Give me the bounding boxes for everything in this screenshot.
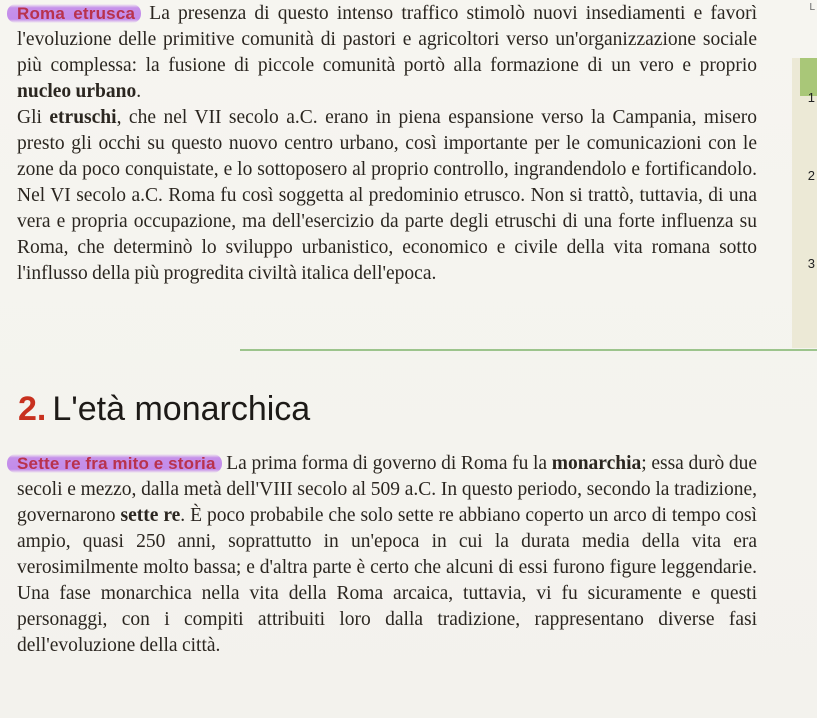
text-run: La prima forma di governo di Roma fu la: [221, 453, 552, 474]
section-title: L'età monarchica: [52, 390, 311, 428]
paragraph-sette-re: [17, 451, 757, 659]
text-run: ; essa durò due secoli e mezzo, dalla metà dell'VIII secolo al 509 a.C. In questo periodo, secondo la tradizione, governarono: [17, 453, 757, 526]
text-run: . È poco probabile che solo sette re abbiano coperto un arco di tempo così ampio, quasi 250 anni, soprattutto in un'epoca in cui la durata media della vita era verosimilmente molto bassa; e d'altra parte è certo che alcuni di essi furono figure leggendarie. Una fase monarchica nella vita della Roma arcaica, tuttavia, vi fu sicuramente e questi personaggi, con i compiti attribuiti loro dalla tradizione, rappresentano diverse fasi dell'evoluzione della città.: [17, 505, 757, 656]
section-number: 2.: [18, 390, 47, 428]
paragraph-roma-etrusca-1: [17, 1, 757, 105]
bold-term: sette re: [120, 505, 181, 526]
bold-term: monarchia: [551, 453, 642, 474]
section-roma-etrusca: [17, 1, 757, 287]
section-eta-monarchica: [17, 451, 757, 659]
bold-term: nucleo urbano: [17, 81, 137, 102]
line-number-2: 2: [807, 168, 815, 183]
line-number-1: 1: [807, 90, 815, 105]
text-run: Gli: [17, 107, 50, 128]
section-divider: [240, 349, 817, 351]
line-number-3: 3: [807, 256, 815, 271]
paragraph-body: [17, 453, 757, 656]
margin-column: [792, 2, 817, 348]
bold-term: etruschi: [49, 107, 117, 128]
text-run: La presenza di questo intenso traffico stimolò nuovi insediamenti e favorì l'evoluzione delle primitive comunità di pastori e agricoltori verso un'organizzazione sociale più complessa: la fusione di piccole comunità portò alla formazione di un vero e proprio: [17, 3, 757, 76]
text-run: .: [136, 81, 142, 102]
text-run: , che nel VII secolo a.C. erano in piena espansione verso la Campania, misero presto gli occhi su questo nuovo centro urbano, così importante per le comunicazioni con le zone da poco conquistate, e lo sottoposero al proprio controllo, ingrandendolo e fortificandolo. Nel VI secolo a.C. Roma fu così soggetta al predominio etrusco. Non si trattò, tuttavia, di una vera e propria occupazione, ma dell'esercizio da parte degli etruschi di una forte influenza su Roma, che determinò lo sviluppo urbanistico, economico e civile della vita romana sotto l'influsso della più progredita civiltà italica dell'epoca.: [17, 107, 758, 284]
paragraph-body: [17, 107, 757, 284]
corner-mark: L: [809, 2, 815, 13]
section-heading: [18, 387, 310, 431]
lead-roma-etrusca: Roma etrusca: [7, 4, 141, 23]
lead-sette-re: Sette re fra mito e storia: [7, 454, 222, 473]
paragraph-roma-etrusca-2: [17, 105, 757, 287]
